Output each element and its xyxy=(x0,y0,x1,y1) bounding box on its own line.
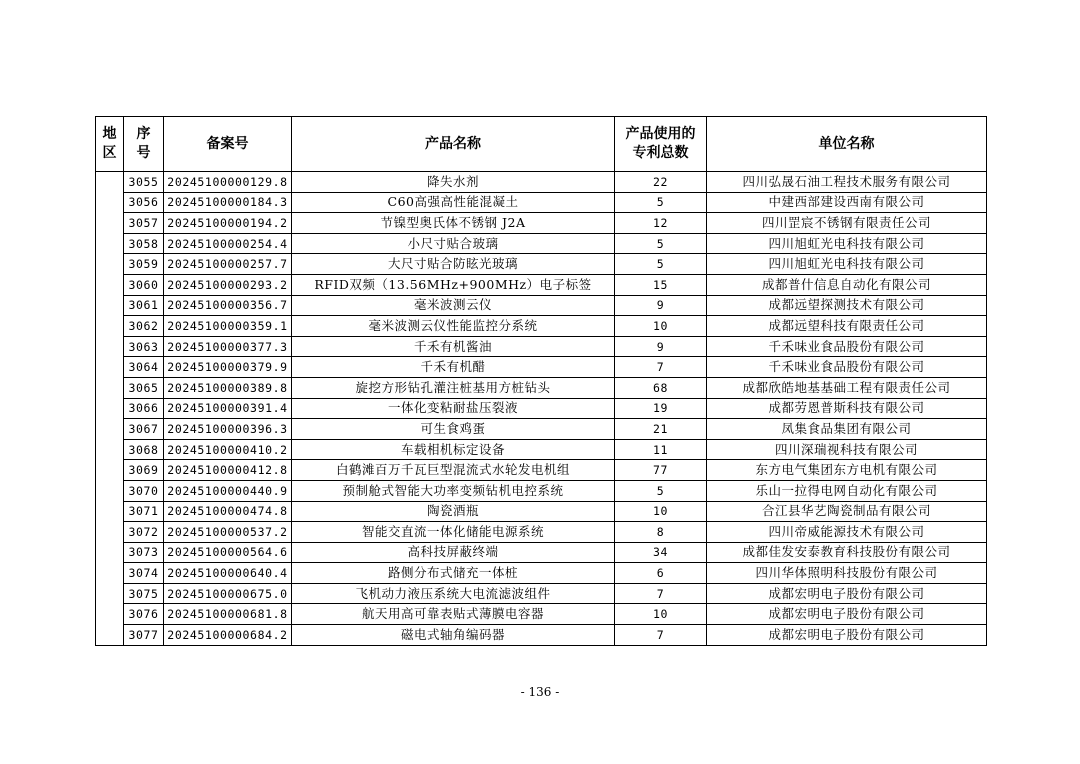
table-row xyxy=(96,398,987,419)
patent-count-cell: 10 xyxy=(615,501,707,522)
patent-count-cell: 68 xyxy=(615,377,707,398)
seq-cell: 3072 xyxy=(124,522,164,543)
company-name-cell: 成都宏明电子股份有限公司 xyxy=(707,583,987,604)
table-header xyxy=(96,117,987,172)
record-no-cell: 20245100000293.2 xyxy=(164,274,292,295)
product-name-cell: 降失水剂 xyxy=(292,172,615,193)
header-seq xyxy=(124,117,164,172)
company-name-cell: 四川旭虹光电科技有限公司 xyxy=(707,254,987,275)
seq-cell: 3063 xyxy=(124,336,164,357)
record-no-cell: 20245100000194.2 xyxy=(164,213,292,234)
seq-cell: 3077 xyxy=(124,625,164,646)
patent-count-cell: 7 xyxy=(615,357,707,378)
seq-cell: 3076 xyxy=(124,604,164,625)
record-no-cell: 20245100000184.3 xyxy=(164,192,292,213)
seq-cell: 3069 xyxy=(124,460,164,481)
company-name-cell: 四川罡宸不锈钢有限责任公司 xyxy=(707,213,987,234)
record-no-cell: 20245100000440.9 xyxy=(164,480,292,501)
header-seq-line1: 序 xyxy=(136,126,151,142)
product-name-cell: 白鹤滩百万千瓦巨型混流式水轮发电机组 xyxy=(292,460,615,481)
patent-count-cell: 5 xyxy=(615,254,707,275)
product-name-cell: 可生食鸡蛋 xyxy=(292,419,615,440)
patent-count-cell: 9 xyxy=(615,295,707,316)
company-name-cell: 成都欣皓地基基础工程有限责任公司 xyxy=(707,377,987,398)
seq-cell: 3070 xyxy=(124,480,164,501)
company-name-cell: 成都远望科技有限责任公司 xyxy=(707,316,987,337)
table-row xyxy=(96,625,987,646)
company-name-cell: 乐山一拉得电网自动化有限公司 xyxy=(707,480,987,501)
patent-count-cell: 5 xyxy=(615,192,707,213)
patent-count-cell: 34 xyxy=(615,542,707,563)
patent-count-cell: 15 xyxy=(615,274,707,295)
table-row xyxy=(96,254,987,275)
table-row xyxy=(96,213,987,234)
table-row xyxy=(96,377,987,398)
header-product: 产品名称 xyxy=(292,117,615,172)
product-name-cell: 大尺寸贴合防眩光玻璃 xyxy=(292,254,615,275)
patent-count-cell: 8 xyxy=(615,522,707,543)
company-name-cell: 四川弘晟石油工程技术服务有限公司 xyxy=(707,172,987,193)
table-row xyxy=(96,480,987,501)
record-no-cell: 20245100000564.6 xyxy=(164,542,292,563)
product-name-cell: 航天用高可靠表贴式薄膜电容器 xyxy=(292,604,615,625)
patent-count-cell: 10 xyxy=(615,604,707,625)
seq-cell: 3068 xyxy=(124,439,164,460)
product-name-cell: 预制舱式智能大功率变频钻机电控系统 xyxy=(292,480,615,501)
seq-cell: 3066 xyxy=(124,398,164,419)
table-row xyxy=(96,563,987,584)
company-name-cell: 成都远望探测技术有限公司 xyxy=(707,295,987,316)
company-name-cell: 凤集食品集团有限公司 xyxy=(707,419,987,440)
product-name-cell: 千禾有机醋 xyxy=(292,357,615,378)
header-region-line2: 区 xyxy=(102,145,117,161)
product-name-cell: 毫米波测云仪性能监控分系统 xyxy=(292,316,615,337)
seq-cell: 3055 xyxy=(124,172,164,193)
record-no-cell: 20245100000379.9 xyxy=(164,357,292,378)
company-name-cell: 四川旭虹光电科技有限公司 xyxy=(707,233,987,254)
region-cell xyxy=(96,172,124,646)
record-no-cell: 20245100000410.2 xyxy=(164,439,292,460)
table-row xyxy=(96,172,987,193)
product-name-cell: 高科技屏蔽终端 xyxy=(292,542,615,563)
table-row xyxy=(96,233,987,254)
table-row xyxy=(96,542,987,563)
product-name-cell: RFID双频（13.56MHz+900MHz）电子标签 xyxy=(292,274,615,295)
header-patents xyxy=(615,117,707,172)
record-no-cell: 20245100000359.1 xyxy=(164,316,292,337)
record-no-cell: 20245100000681.8 xyxy=(164,604,292,625)
product-name-cell: 千禾有机酱油 xyxy=(292,336,615,357)
record-no-cell: 20245100000474.8 xyxy=(164,501,292,522)
company-name-cell: 东方电气集团东方电机有限公司 xyxy=(707,460,987,481)
patent-count-cell: 6 xyxy=(615,563,707,584)
seq-cell: 3059 xyxy=(124,254,164,275)
table-row xyxy=(96,274,987,295)
product-name-cell: 一体化变粘耐盐压裂液 xyxy=(292,398,615,419)
seq-cell: 3073 xyxy=(124,542,164,563)
product-name-cell: C60高强高性能混凝土 xyxy=(292,192,615,213)
patent-count-cell: 7 xyxy=(615,625,707,646)
header-company: 单位名称 xyxy=(707,117,987,172)
seq-cell: 3061 xyxy=(124,295,164,316)
seq-cell: 3060 xyxy=(124,274,164,295)
patent-count-cell: 7 xyxy=(615,583,707,604)
table-row xyxy=(96,460,987,481)
patent-count-cell: 11 xyxy=(615,439,707,460)
seq-cell: 3062 xyxy=(124,316,164,337)
seq-cell: 3074 xyxy=(124,563,164,584)
header-region xyxy=(96,117,124,172)
record-no-cell: 20245100000129.8 xyxy=(164,172,292,193)
table-row xyxy=(96,522,987,543)
patent-count-cell: 5 xyxy=(615,233,707,254)
company-name-cell: 合江县华艺陶瓷制品有限公司 xyxy=(707,501,987,522)
table-row xyxy=(96,604,987,625)
company-name-cell: 千禾味业食品股份有限公司 xyxy=(707,336,987,357)
record-no-cell: 20245100000389.8 xyxy=(164,377,292,398)
header-seq-line2: 号 xyxy=(136,145,151,161)
header-patents-line1: 产品使用的 xyxy=(625,126,696,142)
record-no-cell: 20245100000412.8 xyxy=(164,460,292,481)
record-no-cell: 20245100000391.4 xyxy=(164,398,292,419)
record-no-cell: 20245100000257.7 xyxy=(164,254,292,275)
table-row xyxy=(96,583,987,604)
patent-count-cell: 21 xyxy=(615,419,707,440)
seq-cell: 3067 xyxy=(124,419,164,440)
table-row xyxy=(96,419,987,440)
record-no-cell: 20245100000537.2 xyxy=(164,522,292,543)
product-name-cell: 智能交直流一体化储能电源系统 xyxy=(292,522,615,543)
table-row xyxy=(96,501,987,522)
header-patents-line2: 专利总数 xyxy=(632,145,689,161)
company-name-cell: 成都宏明电子股份有限公司 xyxy=(707,604,987,625)
company-name-cell: 成都普什信息自动化有限公司 xyxy=(707,274,987,295)
product-name-cell: 路侧分布式储充一体桩 xyxy=(292,563,615,584)
patent-product-table xyxy=(95,116,987,646)
seq-cell: 3064 xyxy=(124,357,164,378)
seq-cell: 3065 xyxy=(124,377,164,398)
company-name-cell: 四川帝威能源技术有限公司 xyxy=(707,522,987,543)
record-no-cell: 20245100000377.3 xyxy=(164,336,292,357)
company-name-cell: 四川深瑞视科技有限公司 xyxy=(707,439,987,460)
table-row xyxy=(96,336,987,357)
table-body xyxy=(96,172,987,646)
record-no-cell: 20245100000254.4 xyxy=(164,233,292,254)
header-record-no: 备案号 xyxy=(164,117,292,172)
record-no-cell: 20245100000675.0 xyxy=(164,583,292,604)
company-name-cell: 成都宏明电子股份有限公司 xyxy=(707,625,987,646)
seq-cell: 3075 xyxy=(124,583,164,604)
product-name-cell: 毫米波测云仪 xyxy=(292,295,615,316)
table-row xyxy=(96,316,987,337)
company-name-cell: 成都劳恩普斯科技有限公司 xyxy=(707,398,987,419)
seq-cell: 3057 xyxy=(124,213,164,234)
seq-cell: 3071 xyxy=(124,501,164,522)
patent-count-cell: 19 xyxy=(615,398,707,419)
seq-cell: 3058 xyxy=(124,233,164,254)
company-name-cell: 中建西部建设西南有限公司 xyxy=(707,192,987,213)
header-region-line1: 地 xyxy=(102,126,117,142)
product-name-cell: 小尺寸贴合玻璃 xyxy=(292,233,615,254)
patent-count-cell: 9 xyxy=(615,336,707,357)
table-row xyxy=(96,439,987,460)
patent-count-cell: 22 xyxy=(615,172,707,193)
company-name-cell: 四川华体照明科技股份有限公司 xyxy=(707,563,987,584)
product-name-cell: 磁电式轴角编码器 xyxy=(292,625,615,646)
record-no-cell: 20245100000356.7 xyxy=(164,295,292,316)
company-name-cell: 千禾味业食品股份有限公司 xyxy=(707,357,987,378)
product-name-cell: 飞机动力液压系统大电流滤波组件 xyxy=(292,583,615,604)
product-name-cell: 节镍型奥氏体不锈钢 J2A xyxy=(292,213,615,234)
patent-count-cell: 5 xyxy=(615,480,707,501)
patent-count-cell: 10 xyxy=(615,316,707,337)
product-name-cell: 车载相机标定设备 xyxy=(292,439,615,460)
record-no-cell: 20245100000396.3 xyxy=(164,419,292,440)
product-name-cell: 陶瓷酒瓶 xyxy=(292,501,615,522)
record-no-cell: 20245100000684.2 xyxy=(164,625,292,646)
patent-count-cell: 77 xyxy=(615,460,707,481)
seq-cell: 3056 xyxy=(124,192,164,213)
company-name-cell: 成都佳发安泰教育科技股份有限公司 xyxy=(707,542,987,563)
table-row xyxy=(96,357,987,378)
product-name-cell: 旋挖方形钻孔灌注桩基用方桩钻头 xyxy=(292,377,615,398)
table-row xyxy=(96,295,987,316)
patent-count-cell: 12 xyxy=(615,213,707,234)
record-no-cell: 20245100000640.4 xyxy=(164,563,292,584)
page-number: - 136 - xyxy=(520,685,560,699)
table-row xyxy=(96,192,987,213)
